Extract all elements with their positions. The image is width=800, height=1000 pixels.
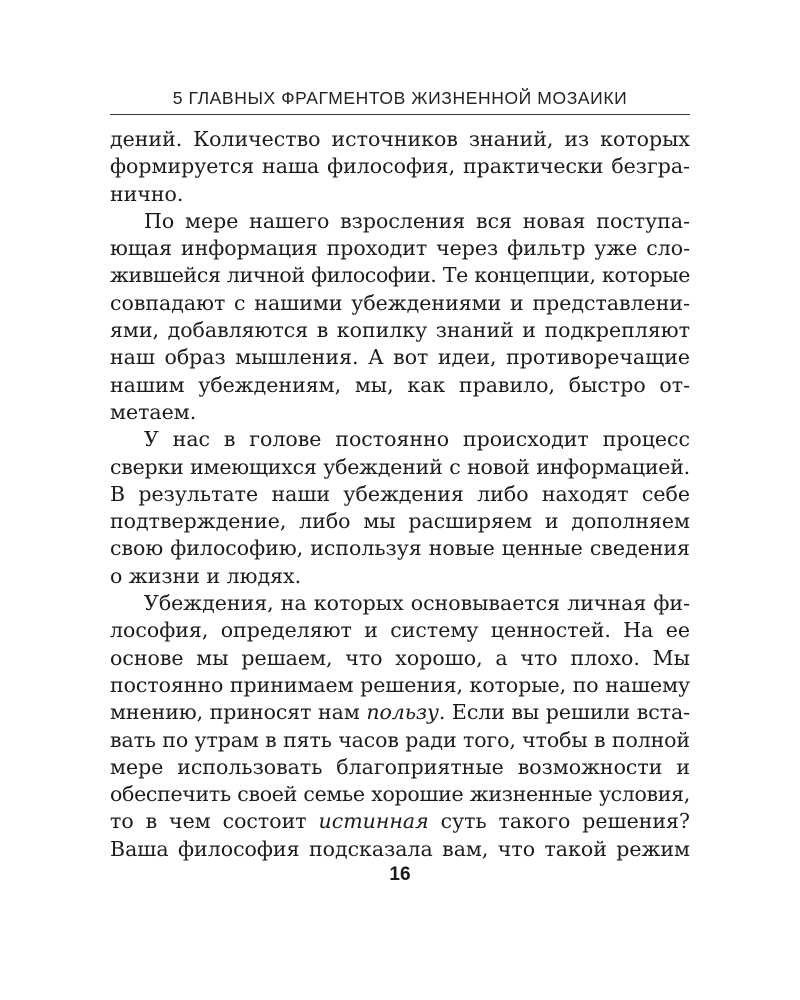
text-line: наш образ мышления. А вот идеи, противоречащие [110, 345, 690, 370]
text-line: совпадают с нашими убеждениями и представлени- [110, 290, 690, 315]
text-segment: мнению, приносят нам [110, 700, 360, 725]
text-line: ющая информация проходит через фильтр уже сло- [110, 236, 690, 261]
text-line: ями, добавляются в копилку знаний и подкрепляют [110, 318, 690, 343]
text-line: У нас в голове постоянно происходит процесс [144, 427, 690, 452]
text-line: свою философию, используя новые ценные сведения [110, 536, 690, 561]
text-line: вать по утрам в пять часов ради того, чтобы в полной [110, 727, 690, 752]
text-line [110, 808, 690, 835]
text-segment: то в чем состоит [110, 809, 307, 834]
page-number: 16 [389, 864, 411, 885]
text-line: мере использовать благоприятные возможности и [110, 754, 690, 779]
text-line: Убеждения, на которых основывается личная фи- [144, 591, 690, 616]
text-line: обеспечить своей семье хорошие жизненные условия, [110, 782, 690, 807]
text-line: основе мы решаем, что хорошо, а что плохо. Мы [110, 645, 690, 670]
text-line: метаем. [110, 399, 197, 424]
body-text [110, 126, 690, 863]
text-line: лософия, определяют и систему ценностей. На ее [110, 618, 690, 643]
text-line: постоянно принимаем решения, которые, по нашему [110, 672, 690, 697]
text-segment: . Если вы решили вста- [438, 700, 690, 725]
text-line: о жизни и людях. [110, 563, 302, 588]
italic-word: пользу [366, 700, 439, 725]
text-line: сверки имеющихся убеждений с новой информацией. [110, 454, 690, 479]
running-head: 5 ГЛАВНЫХ ФРАГМЕНТОВ ЖИЗНЕННОЙ МОЗАИКИ [172, 88, 628, 108]
text-line: В результате наши убеждения либо находят себе [110, 481, 690, 506]
text-segment: суть такого решения? [440, 809, 690, 834]
header-rule [110, 114, 690, 115]
text-line: По мере нашего взросления вся новая поступа- [144, 208, 690, 233]
text-line: нично. [110, 181, 184, 206]
text-line: формируется наша философия, практически безгра- [110, 154, 690, 179]
text-line: Ваша философия подсказала вам, что такой режим [110, 836, 690, 861]
italic-word: истинная [318, 809, 429, 834]
text-line [110, 699, 690, 726]
text-line: подтверждение, либо мы расширяем и дополняем [110, 509, 690, 534]
text-line: нашим убеждениям, мы, как правило, быстро от- [110, 372, 690, 397]
text-line: дений. Количество источников знаний, из которых [110, 127, 690, 151]
text-line: жившейся личной философии. Те концепции, которые [110, 263, 690, 288]
